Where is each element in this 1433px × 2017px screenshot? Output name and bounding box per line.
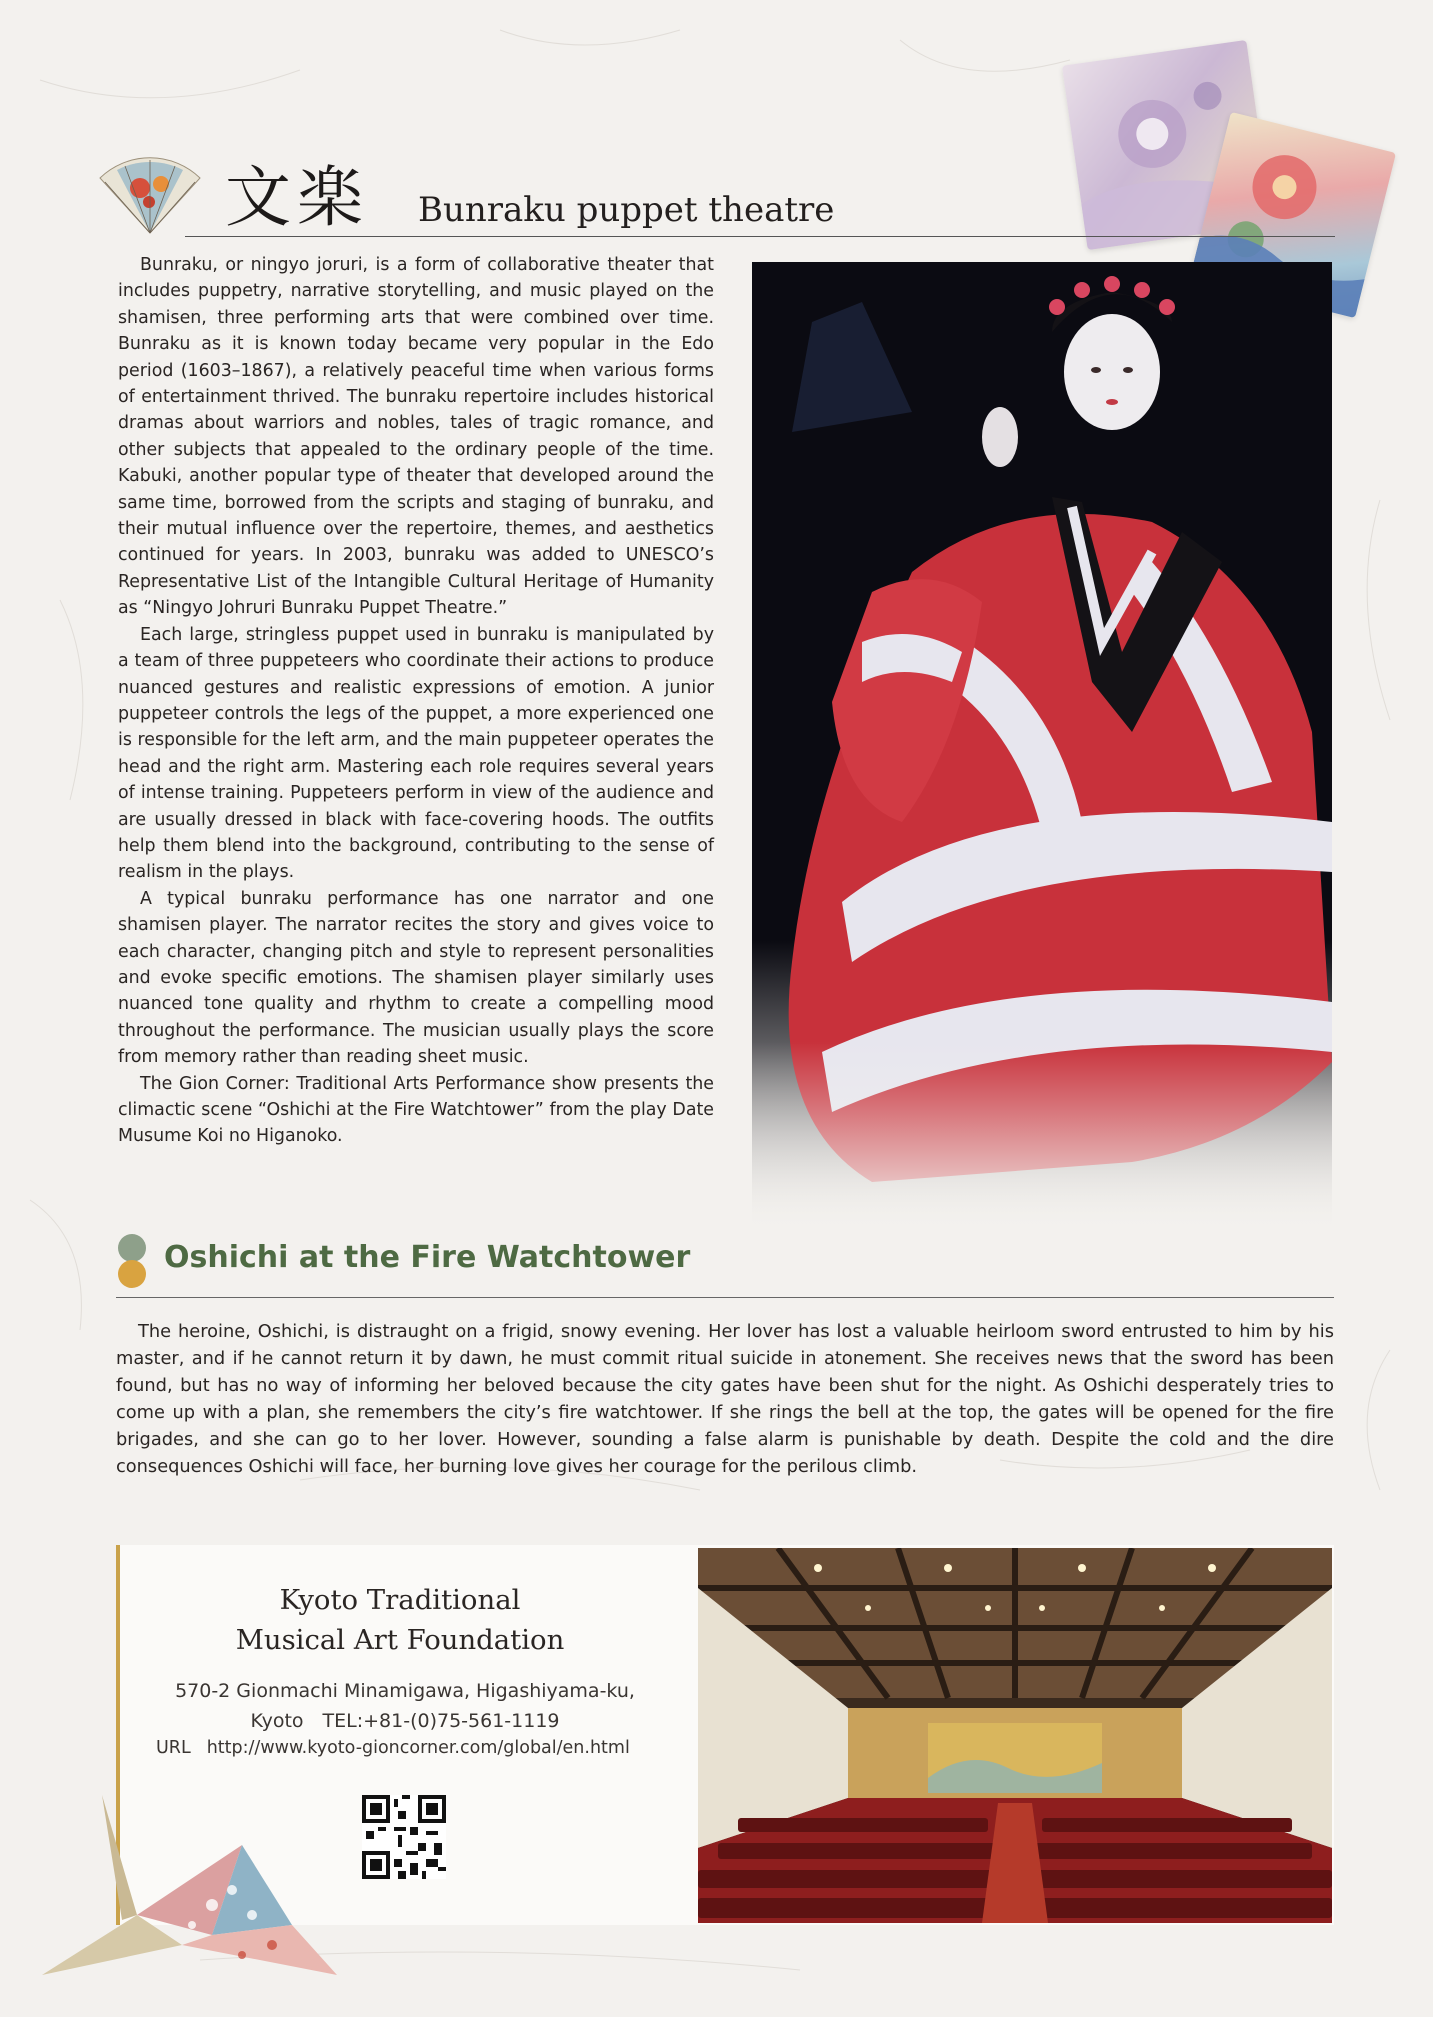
folding-fan-icon	[95, 148, 205, 238]
organization-name-line: Kyoto Traditional	[279, 1584, 521, 1616]
section-divider	[116, 1297, 1334, 1298]
section-paragraph: The heroine, Oshichi, is distraught on a frigid, snowy evening. Her lover has lost a valuable heirloom sword entrusted to him by his master, and if he cannot return it by dawn, he must commit ritual suicide in atonement. She receives news that the sword has been found, but has no way of informing her beloved because the city gates have been shut for the night. As Oshichi desperately tries to come up with a plan, she remembers the city’s fire watchtower. If she rings the bell at the top, the gates will be opened for the fire brigades, and she can go to her lover. However, sounding a false alarm is punishable by death. Despite the cold and the dire consequences Oshichi will face, her burning love gives her courage for the perilous climb.	[116, 1321, 1334, 1477]
organization-name-line: Musical Art Foundation	[235, 1624, 565, 1656]
qr-code-icon[interactable]	[362, 1795, 446, 1879]
kanji-title: 文楽	[225, 159, 369, 236]
url-label: URL	[156, 1738, 191, 1758]
intro-paragraph: The Gion Corner: Traditional Arts Performance show presents the climactic scene “Oshichi at the Fire Watchtower” from the play Date Musume Koi no Higanoko.	[118, 1073, 714, 1147]
section-dots-icon	[116, 1232, 156, 1294]
origami-crane-icon	[42, 1795, 342, 1985]
section-body	[116, 1318, 1334, 1480]
intro-paragraph: Each large, stringless puppet used in bunraku is manipulated by a team of three puppeteers who coordinate their actions to produce nuanced gestures and realistic expressions of emotion. A junior puppeteer controls the legs of the puppet, a more experienced one is responsible for the left arm, and the main puppeteer operates the head and the right arm. Mastering each role requires several years of intense training. Puppeteers perform in view of the audience and are usually dressed in black with face-covering hoods. The outfits help them blend into the background, contributing to the sense of realism in the plays.	[118, 624, 714, 883]
page-title: Bunraku puppet theatre	[418, 190, 835, 230]
section-title: Oshichi at the Fire Watchtower	[164, 1240, 691, 1275]
title-divider	[185, 236, 1335, 237]
bunraku-puppet-photo	[752, 262, 1332, 1232]
address	[150, 1676, 660, 1736]
organization-name	[160, 1580, 640, 1660]
url-link[interactable]: http://www.kyoto-gioncorner.com/global/en.html	[206, 1738, 630, 1758]
intro-paragraph: Bunraku, or ningyo joruri, is a form of collaborative theater that includes puppetry, narrative storytelling, and music played on the shamisen, three performing arts that were combined over time. Bunraku as it is known today became very popular in the Edo period (1603–1867), a relatively peaceful time when various forms of entertainment thrived. The bunraku repertoire includes historical dramas about warriors and nobles, tales of tragic romance, and other subjects that appealed to the ordinary people of the time. Kabuki, another popular type of theater that developed around the same time, borrowed from the scripts and staging of bunraku, and their mutual influence over the repertoire, themes, and aesthetics continued for years. In 2003, bunraku was added to UNESCO’s Representative List of the Intangible Cultural Heritage of Humanity as “Ningyo Johruri Bunraku Puppet Theatre.”	[118, 255, 714, 619]
phone-line: Kyoto TEL:+81-(0)75-561-1119	[250, 1710, 560, 1732]
address-line: 570-2 Gionmachi Minamigawa, Higashiyama-ku,	[175, 1680, 635, 1702]
intro-text-column	[118, 252, 714, 1150]
intro-paragraph: A typical bunraku performance has one narrator and one shamisen player. The narrator recites the story and gives voice to each character, changing pitch and style to represent personalities and evoke specific emotions. The shamisen player similarly uses nuanced tone quality and rhythm to create a compelling mood throughout the performance. The musician usually plays the score from memory rather than reading sheet music.	[118, 888, 714, 1068]
website	[156, 1738, 630, 1758]
theater-hall-photo	[698, 1548, 1332, 1923]
